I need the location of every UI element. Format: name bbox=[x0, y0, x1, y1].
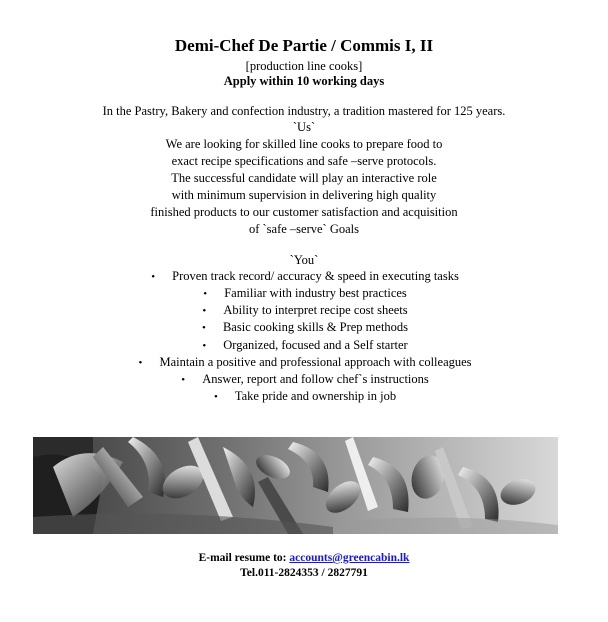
intro-paragraph-line: We are looking for skilled line cooks to prepare food to bbox=[165, 137, 443, 151]
list-item bbox=[0, 319, 608, 337]
bullet-icon: • bbox=[202, 322, 206, 334]
email-line bbox=[0, 551, 608, 565]
kitchen-utensils-photo bbox=[33, 437, 558, 534]
list-item bbox=[0, 371, 608, 389]
us-heading: `Us` bbox=[292, 120, 316, 134]
list-item-text: Take pride and ownership in job bbox=[234, 389, 397, 403]
list-item bbox=[0, 337, 608, 355]
you-heading: `You` bbox=[289, 253, 319, 267]
intro-paragraph-line: of `safe –serve` Goals bbox=[248, 222, 360, 236]
list-item-text: Maintain a positive and professional approach with colleagues bbox=[159, 355, 472, 369]
intro-paragraph-line: exact recipe specifications and safe –serve protocols. bbox=[171, 154, 437, 168]
intro-paragraph-line: with minimum supervision in delivering high quality bbox=[171, 188, 437, 202]
subtitle: [production line cooks] bbox=[245, 59, 363, 73]
list-item-text: Ability to interpret recipe cost sheets bbox=[223, 303, 408, 317]
list-item-text: Basic cooking skills & Prep methods bbox=[222, 320, 409, 334]
list-item-text: Answer, report and follow chef`s instructions bbox=[202, 372, 429, 386]
page-title: Demi-Chef De Partie / Commis I, II bbox=[174, 36, 434, 55]
list-item bbox=[0, 354, 608, 372]
list-item bbox=[0, 302, 608, 320]
email-link[interactable]: accounts@greencabin.lk bbox=[289, 552, 410, 564]
bullet-icon: • bbox=[138, 357, 143, 369]
bullet-icon: • bbox=[213, 391, 218, 403]
intro-paragraph-line: finished products to our customer satisfaction and acquisition bbox=[150, 205, 458, 219]
apply-deadline: Apply within 10 working days bbox=[223, 74, 385, 88]
list-item bbox=[0, 285, 608, 303]
bullet-icon: • bbox=[181, 374, 186, 386]
intro-paragraph-line: The successful candidate will play an interactive role bbox=[171, 171, 437, 185]
list-item-text: Familiar with industry best practices bbox=[224, 286, 407, 300]
list-item bbox=[0, 388, 608, 406]
list-item-text: Proven track record/ accuracy & speed in executing tasks bbox=[172, 269, 459, 283]
bullet-icon: • bbox=[203, 288, 208, 300]
email-label: E-mail resume to: bbox=[198, 552, 290, 564]
list-item bbox=[0, 268, 608, 286]
intro-line: In the Pastry, Bakery and confection industry, a tradition mastered for 125 years. bbox=[102, 104, 506, 118]
phone-line: Tel.011-2824353 / 2827791 bbox=[240, 567, 368, 579]
bullet-icon: • bbox=[202, 305, 207, 317]
bullet-icon: • bbox=[151, 271, 156, 283]
bullet-icon: • bbox=[202, 340, 207, 352]
list-item-text: Organized, focused and a Self starter bbox=[223, 338, 408, 352]
